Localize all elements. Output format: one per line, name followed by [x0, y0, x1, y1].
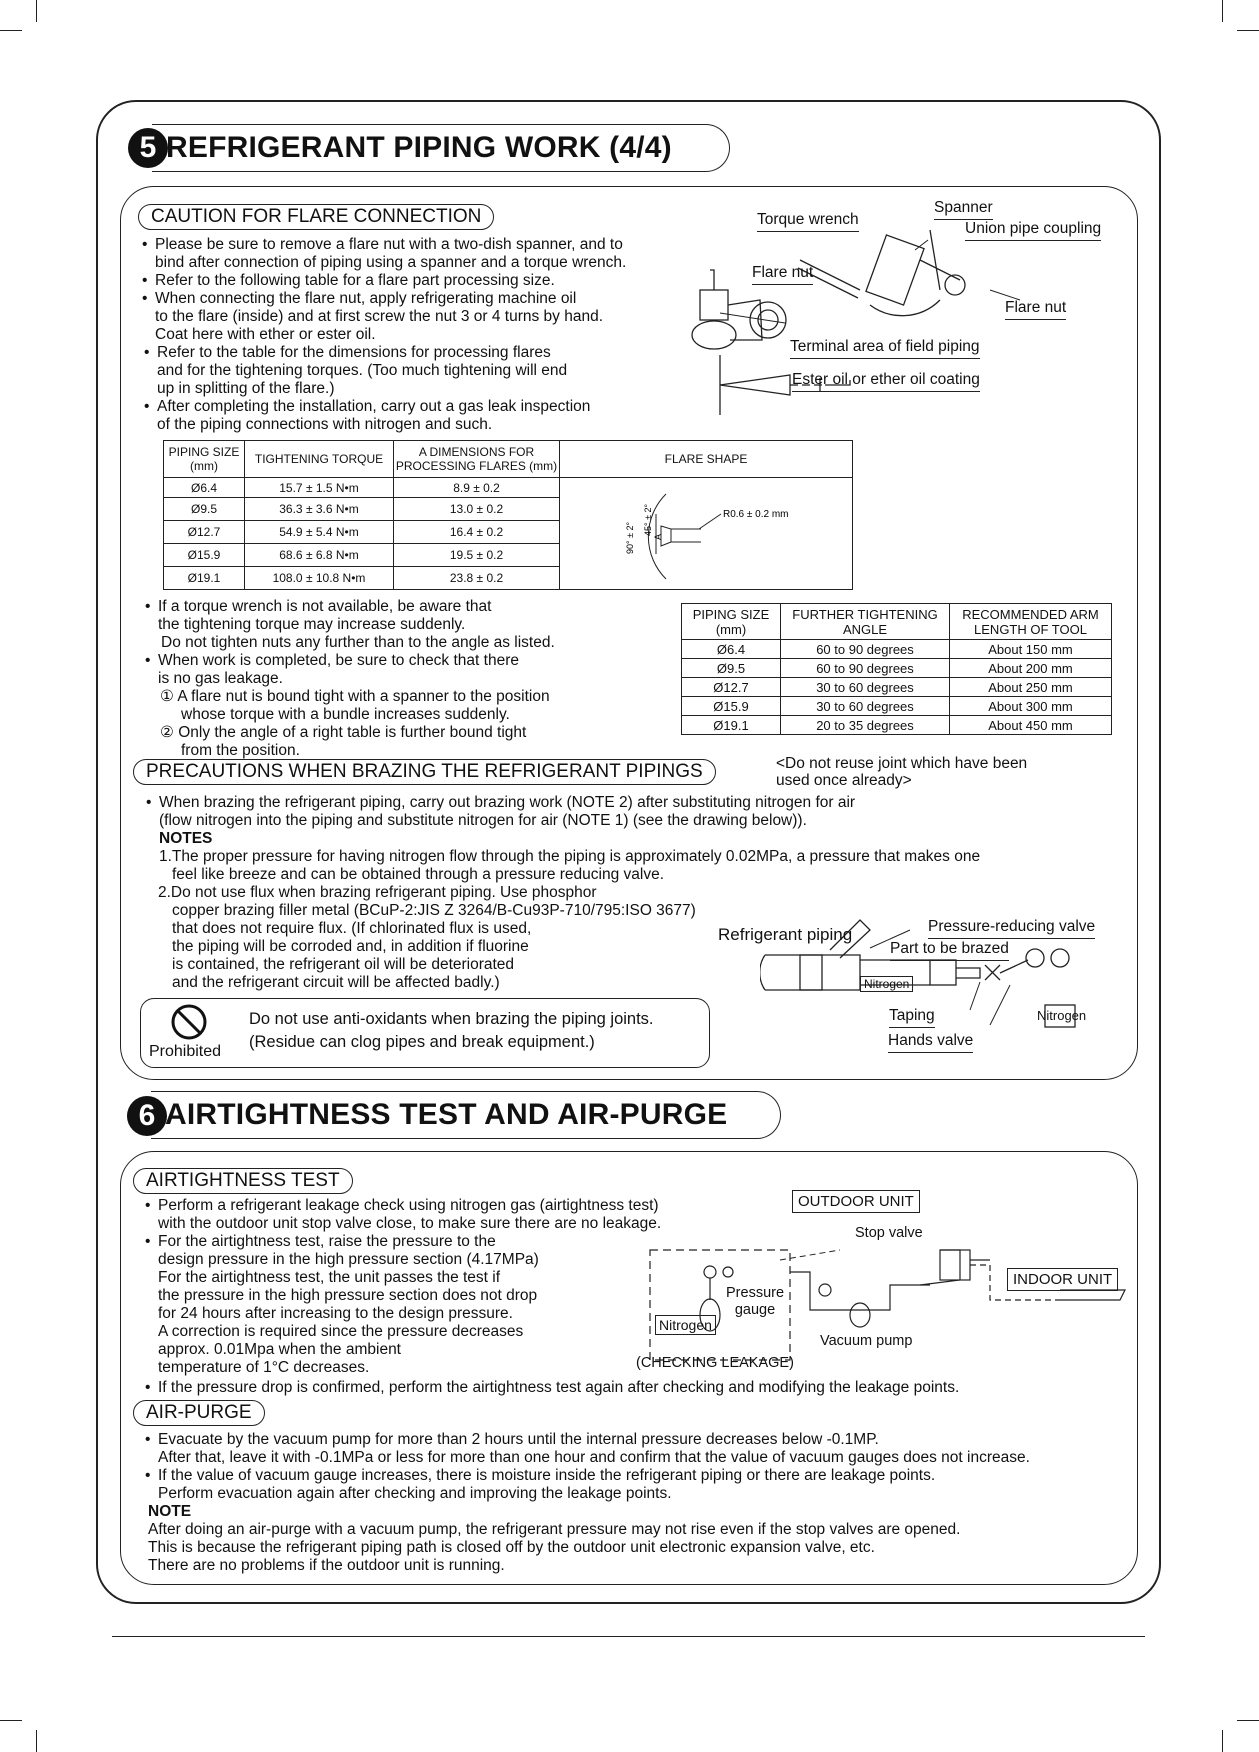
table-row: Ø19.1 108.0 ± 10.8 N•m 23.8 ± 0.2 [164, 567, 853, 590]
note-line: 2.Do not use flux when brazing refrigerant piping. Use phosphor [158, 884, 597, 901]
list-item: to the flare (inside) and at first screw the nut 3 or 4 turns by hand. [155, 308, 604, 325]
nitrogen-label: Nitrogen [655, 1315, 716, 1335]
list-item: • If a torque wrench is not available, be aware that [158, 598, 491, 616]
list-item: whose torque with a bundle increases suddenly. [181, 706, 510, 723]
list-item: Do not tighten nuts any further than to the angle as listed. [161, 634, 555, 651]
list-item: • Refer to the table for the dimensions for processing flares [157, 344, 551, 362]
footer-rule [112, 1636, 1145, 1637]
prohibited-box [140, 998, 710, 1068]
list-item: • If the pressure drop is confirmed, perform the airtightness test again after checking and modifying the leakage points. [158, 1379, 959, 1397]
label-nitrogen-flow: Nitrogen [860, 976, 913, 992]
section-title: AIRTIGHTNESS TEST AND AIR-PURGE [165, 1098, 728, 1131]
list-item: • When work is completed, be sure to check that there [158, 652, 519, 670]
table-header: PIPING SIZE (mm) [682, 604, 781, 640]
list-item: • When brazing the refrigerant piping, carry out brazing work (NOTE 2) after substituting nitrogen for air [159, 794, 855, 812]
table-row: Ø19.1 20 to 35 degrees About 450 mm [682, 716, 1112, 735]
label-spanner: Spanner [934, 199, 993, 220]
list-item: Perform evacuation again after checking and improving the leakage points. [158, 1485, 672, 1502]
crop-mark [36, 1730, 37, 1752]
section-header [152, 124, 730, 172]
table-header: TIGHTENING TORQUE [245, 441, 394, 478]
list-item: from the position. [181, 742, 300, 759]
table-row: Ø9.5 36.3 ± 3.6 N•m 13.0 ± 0.2 [164, 498, 853, 521]
table-header: RECOMMENDED ARM LENGTH OF TOOL [950, 604, 1112, 640]
crop-mark [1237, 30, 1259, 31]
table-row: Ø6.4 60 to 90 degrees About 150 mm [682, 640, 1112, 659]
list-item: the tightening torque may increase suddenly. [158, 616, 466, 633]
reuse-note: used once already> [776, 772, 912, 789]
list-item: • For the airtightness test, raise the pressure to the [158, 1233, 496, 1251]
note-line: After doing an air-purge with a vacuum pump, the refrigerant pressure may not rise even if the stop valves are opened. [148, 1521, 961, 1538]
checking-leakage-label: (CHECKING LEAKAGE) [636, 1355, 794, 1371]
crop-mark [1237, 1720, 1259, 1721]
note-line: copper brazing filler metal (BCuP-2:JIS Z 3264/B-Cu93P-710/795:ISO 3677) [172, 902, 696, 919]
label-part-to-be-brazed: Part to be brazed [890, 940, 1009, 961]
flare-shape-diagram [611, 484, 801, 584]
flare-angle-label: 45° ± 2° [643, 503, 653, 536]
section-title: REFRIGERANT PIPING WORK (4/4) [166, 131, 672, 164]
label-torque-wrench: Torque wrench [757, 211, 859, 232]
air-purge-heading: AIR-PURGE [133, 1400, 265, 1426]
table-header: FURTHER TIGHTENING ANGLE [781, 604, 950, 640]
flare-dim-label: A [653, 533, 663, 540]
list-item: • When connecting the flare nut, apply refrigerating machine oil [155, 290, 576, 308]
table-header: FLARE SHAPE [560, 441, 853, 478]
notes-heading: NOTES [159, 830, 213, 847]
list-item: of the piping connections with nitrogen and such. [157, 416, 493, 433]
note-line: and the refrigerant circuit will be affected badly.) [172, 974, 500, 991]
note-line: is contained, the refrigerant oil will be deteriorated [172, 956, 515, 973]
list-item: (flow nitrogen into the piping and substitute nitrogen for air (NOTE 1) (see the drawing below)). [159, 812, 807, 829]
label-union-pipe-coupling: Union pipe coupling [965, 220, 1101, 241]
indoor-unit-label: INDOOR UNIT [1007, 1268, 1118, 1291]
list-item: • Please be sure to remove a flare nut with a two-dish spanner, and to [155, 236, 623, 254]
table-row: Ø12.7 54.9 ± 5.4 N•m 16.4 ± 0.2 [164, 521, 853, 544]
vacuum-pump-label: Vacuum pump [820, 1333, 913, 1349]
label-nitrogen-tank: Nitrogen [1037, 1008, 1087, 1023]
table-header: PIPING SIZE (mm) [164, 441, 245, 478]
angle-table [681, 603, 1112, 735]
flare-shape-cell [560, 478, 853, 590]
list-item: Coat here with ether or ester oil. [155, 326, 376, 343]
list-item: approx. 0.01Mpa when the ambient [158, 1341, 401, 1358]
crop-mark [1222, 1730, 1223, 1752]
airtightness-heading: AIRTIGHTNESS TEST [133, 1168, 353, 1194]
brazing-heading: PRECAUTIONS WHEN BRAZING THE REFRIGERANT PIPINGS [133, 759, 716, 785]
table-row: Ø12.7 30 to 60 degrees About 250 mm [682, 678, 1112, 697]
prohibited-icon [170, 1003, 208, 1041]
crop-mark [1222, 0, 1223, 22]
list-item: • Evacuate by the vacuum pump for more than 2 hours until the internal pressure decreases below -0.1MP. [158, 1431, 879, 1449]
label-flare-nut: Flare nut [1005, 299, 1066, 320]
list-item: • Refer to the following table for a flare part processing size. [155, 272, 555, 290]
list-item: For the airtightness test, the unit passes the test if [158, 1269, 501, 1286]
list-item: for 24 hours after increasing to the design pressure. [158, 1305, 513, 1322]
note-line: There are no problems if the outdoor unit is running. [148, 1557, 505, 1574]
list-item: and for the tightening torques. (Too much tightening will end [157, 362, 568, 379]
flare-angle-label: 90° ± 2° [625, 521, 635, 554]
label-hands-valve: Hands valve [888, 1032, 973, 1053]
list-item: the pressure in the high pressure section does not drop [158, 1287, 538, 1304]
list-item: with the outdoor unit stop valve close, to make sure there are no leakage. [158, 1215, 662, 1232]
flare-radius-label: R0.6 ± 0.2 mm [723, 508, 789, 520]
list-item: is no gas leakage. [158, 670, 283, 687]
outdoor-unit-label: OUTDOOR UNIT [792, 1190, 920, 1213]
section-number: 6 [127, 1096, 167, 1136]
list-item: After that, leave it with -0.1MPa or less for more than one hour and confirm that the value of vacuum gauges does not increase. [158, 1449, 1030, 1466]
list-item: A correction is required since the pressure decreases [158, 1323, 524, 1340]
table-row: Ø15.9 68.6 ± 6.8 N•m 19.5 ± 0.2 [164, 544, 853, 567]
torque-table [163, 440, 853, 590]
label-terminal-area: Terminal area of field piping [790, 338, 980, 359]
list-item: temperature of 1°C decreases. [158, 1359, 370, 1376]
note-heading: NOTE [148, 1503, 192, 1520]
label-taping: Taping [889, 1007, 935, 1028]
note-line: 1.The proper pressure for having nitrogen flow through the piping is approximately 0.02MPa, a pressure that makes one [159, 848, 981, 865]
table-header: A DIMENSIONS FOR PROCESSING FLARES (mm) [394, 441, 560, 478]
list-item: • If the value of vacuum gauge increases, there is moisture inside the refrigerant piping or there are leakage points. [158, 1467, 935, 1485]
note-line: feel like breeze and can be obtained through a pressure reducing valve. [172, 866, 665, 883]
list-item: bind after connection of piping using a spanner and a torque wrench. [155, 254, 627, 271]
pressure-gauge-label: Pressure gauge [726, 1285, 785, 1318]
list-item: • Perform a refrigerant leakage check using nitrogen gas (airtightness test) [158, 1197, 659, 1215]
prohibited-label: Prohibited [149, 1043, 222, 1060]
reuse-note: <Do not reuse joint which have been [776, 755, 1028, 772]
prohibited-text: (Residue can clog pipes and break equipment.) [249, 1033, 595, 1051]
table-row: Ø6.4 15.7 ± 1.5 N•m 8.9 ± 0.2 R0.6 ± 0.2 mm 90° ± 2° 45° ± 2° A [164, 478, 853, 498]
note-line: the piping will be corroded and, in addition if fluorine [172, 938, 529, 955]
table-row: Ø15.9 30 to 60 degrees About 300 mm [682, 697, 1112, 716]
label-pressure-reducing-valve: Pressure-reducing valve [928, 918, 1095, 939]
label-flare-nut: Flare nut [752, 264, 813, 285]
crop-mark [0, 1720, 22, 1721]
section-header [151, 1091, 781, 1139]
note-line: This is because the refrigerant piping path is closed off by the outdoor unit electronic expansion valve, etc. [148, 1539, 875, 1556]
stop-valve-label: Stop valve [855, 1225, 923, 1241]
label-ester-oil: Ester oil or ether oil coating [792, 371, 980, 392]
label-refrigerant-piping: Refrigerant piping [718, 925, 853, 944]
crop-mark [0, 30, 22, 31]
caution-heading: CAUTION FOR FLARE CONNECTION [138, 204, 494, 230]
list-item: • After completing the installation, carry out a gas leak inspection [157, 398, 590, 416]
section-number: 5 [128, 128, 168, 168]
list-item: design pressure in the high pressure section (4.17MPa) [158, 1251, 539, 1268]
list-item: up in splitting of the flare.) [157, 380, 335, 397]
table-row: Ø9.5 60 to 90 degrees About 200 mm [682, 659, 1112, 678]
prohibited-text: Do not use anti-oxidants when brazing the piping joints. [249, 1010, 654, 1028]
list-item: ① A flare nut is bound tight with a spanner to the position [160, 688, 550, 705]
note-line: that does not require flux. (If chlorinated flux is used, [172, 920, 532, 937]
crop-mark [36, 0, 37, 22]
list-item: ② Only the angle of a right table is further bound tight [160, 724, 527, 741]
